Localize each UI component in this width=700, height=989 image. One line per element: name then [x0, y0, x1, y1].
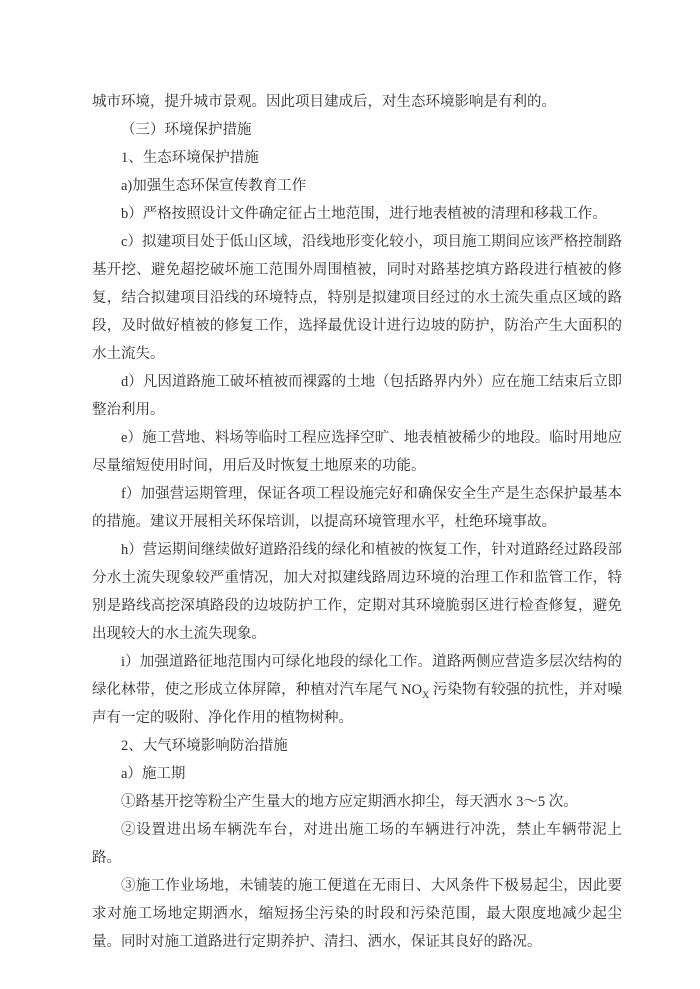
item-i-roadside-greening [92, 648, 622, 732]
item-f-operation-management: f）加强营运期管理，保证各项工程设施完好和确保安全生产是生态保护最基本的措施。建议开展相关环保培训，以提高环境管理水平，杜绝环境事故。 [92, 486, 622, 530]
paragraph-continuation: 城市环境，提升城市景观。因此项目建成后，对生态环境影响是有利的。 [92, 94, 556, 110]
item-h-operation-greening: h）营运期间继续做好道路沿线的绿化和植被的恢复工作，针对道路经过路段部分水土流失现象较严重情况，加大对拟建线路周边环境的治理工作和监管工作，特别是路线高挖深填路段的边坡防护工作，定期对其环境脆弱区进行检查修复，避免出现较大的水土流失现象。 [92, 542, 622, 642]
paragraph-text-after-subscript: 污染物有较强的抗性，并对噪声有一定的吸附、净化作用的植物树种。 [92, 682, 623, 726]
item-a-eco-education: a)加强生态环保宣传教育工作 [121, 178, 307, 194]
item-c-low-mountain-area: c）拟建项目处于低山区域，沿线地形变化较小，项目施工期间应该严格控制路基开挖、避免超挖破坏施工范围外周围植被，同时对路基挖填方路段进行植被的修复，结合拟建项目沿线的环境特点，特别是拟建项目经过的水土流失重点区域的路段，及时做好植被的修复工作，选择最优设计进行边坡的防护，防治产生大面积的水土流失。 [92, 234, 622, 362]
item-b-land-scope: b）严格按照设计文件确定征占土地范围，进行地表植被的清理和移栽工作。 [121, 206, 607, 222]
heading-1-eco-env-protection-measures: 1、生态环境保护措施 [121, 150, 259, 166]
heading-section-3-env-protection-measures: （三）环境保护措施 [121, 122, 252, 138]
item-circled-1-water-spray: ①路基开挖等粉尘产生量大的地方应定期洒水抑尘，每天洒水 3～5 次。 [121, 794, 578, 810]
item-circled-3-site-dust-control: ③施工作业场地，未铺装的施工便道在无雨日、大风条件下极易起尘，因此要求对施工场地定期洒水，缩短扬尘污染的时段和污染范围，最大限度地减少起尘量。同时对施工道路进行定期养护、清扫、洒水，保证其良好的路况。 [92, 878, 622, 950]
nox-subscript: X [422, 689, 430, 701]
item-e-temporary-works: e）施工营地、料场等临时工程应选择空旷、地表植被稀少的地段。临时用地应尽量缩短使用时间，用后及时恢复土地原来的功能。 [92, 430, 622, 474]
paragraph-text-before-subscript: i）加强道路征地范围内可绿化地段的绿化工作。道路两侧应营造多层次结构的绿化林带，使之形成立体屏障，种植对汽车尾气 NO [92, 654, 622, 698]
item-d-bare-land-remediation: d）凡因道路施工破坏植被而裸露的土地（包括路界内外）应在施工结束后立即整治利用。 [92, 374, 622, 418]
item-circled-2-vehicle-washing: ②设置进出场车辆洗车台，对进出施工场的车辆进行冲洗，禁止车辆带泥上路。 [92, 822, 622, 866]
heading-2-air-env-measures: 2、大气环境影响防治措施 [121, 738, 288, 754]
item-a-construction-period: a）施工期 [121, 766, 186, 782]
